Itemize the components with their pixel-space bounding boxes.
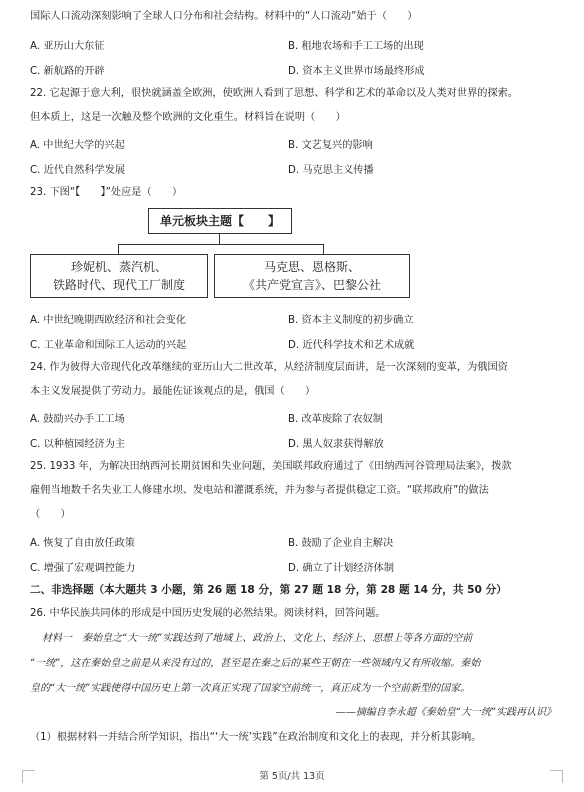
diagram-right-line2: 《共产党宣言》、巴黎公社 [242,278,381,292]
diagram-title: 单元板块主题【 】 [159,214,280,228]
section2-heading: 二、非选择题（本大题共 3 小题，第 26 题 18 分，第 27 题 18 分，第 28 题 14 分，共 50 分） [30,584,507,596]
q25-option-c: C. 增强了宏观调控能力 [30,563,136,574]
q26-material-line1: 材料一 秦始皇之“大一统”实践达到了地域上、政治上、文化上、经济上、思想上等各方面的空前 [42,633,473,644]
diagram-title-box [148,208,292,234]
q24-option-a: A. 鼓励兴办手工工场 [30,414,125,425]
page-number: 第 5页/共 13页 [259,771,325,782]
q26-material-line3: 皇的“大一统”实践使得中国历史上第一次真正实现了国家空前统一，真正成为一个空前新型的国家。 [30,683,471,694]
diagram-right-box [214,254,410,298]
q24-stem-line1: 24. 作为彼得大帝现代化改革继续的亚历山大二世改革，从经济制度层面讲，是一次深刻的变革，为俄国资 [30,362,508,373]
q25-stem-line1: 25. 1933 年，为解决田纳西河长期贫困和失业问题，美国联邦政府通过了《田纳西河谷管理局法案》，拨款 [30,461,512,472]
diagram-connector-stem [219,234,220,244]
diagram-left-line1: 珍妮机、蒸汽机、 [70,260,167,274]
q23-option-a: A. 中世纪晚期西欧经济和社会变化 [30,315,186,326]
q23-option-b: B. 资本主义制度的初步确立 [288,315,414,326]
q26-sub-question-1: （1）根据材料一并结合所学知识，指出“‘大一统’实践”在政治制度和文化上的表现，并分析其影响。 [30,732,482,743]
q22-stem-line2: 但本质上，这是一次触及整个欧洲的文化重生。材料旨在说明（ ） [30,112,346,123]
q25-option-d: D. 确立了计划经济体制 [288,563,395,574]
q21-option-d: D. 资本主义世界市场最终形成 [288,66,425,77]
q22-option-c: C. 近代自然科学发展 [30,165,126,176]
q25-option-b: B. 鼓励了企业自主解决 [288,538,394,549]
q23-stem: 23. 下图“【 】”处应是（ ） [30,187,183,198]
q25-stem-line3: （ ） [30,509,71,520]
q26-material-line2: “一统”，这在秦始皇之前是从来没有过的，甚至是在秦之后的某些王朝在一些领域内又有所收缩。秦始 [30,658,481,669]
q21-option-a: A. 亚历山大东征 [30,41,105,52]
q24-option-d: D. 黑人奴隶获得解放 [288,439,384,450]
q22-option-d: D. 马克思主义传播 [288,165,374,176]
q22-stem-line1: 22. 它起源于意大利，很快就涵盖全欧洲，使欧洲人看到了思想、科学和艺术的革命以及人类对世界的探索。 [30,88,519,99]
q26-stem: 26. 中华民族共同体的形成是中国历史发展的必然结果。阅读材料，回答问题。 [30,608,386,619]
q24-option-b: B. 改革废除了农奴制 [288,414,383,425]
q22-option-b: B. 文艺复兴的影响 [288,140,373,151]
q21-stem: 国际人口流动深刻影响了全球人口分布和社会结构。材料中的“人口流动”始于（ ） [30,11,418,22]
diagram-left-box [30,254,208,298]
q26-material-source: ——摘编自李永超《秦始皇“大一统”实践再认识》 [335,707,556,718]
q23-option-d: D. 近代科学技术和艺术成就 [288,340,415,351]
q24-stem-line2: 本主义发展提供了劳动力。最能佐证该观点的是，俄国（ ） [30,386,316,397]
q25-option-a: A. 恢复了自由放任政策 [30,538,135,549]
q21-option-c: C. 新航路的开辟 [30,66,105,77]
q23-option-c: C. 工业革命和国际工人运动的兴起 [30,340,187,351]
q22-option-a: A. 中世纪大学的兴起 [30,140,125,151]
q24-option-c: C. 以种植园经济为主 [30,439,126,450]
diagram-right-line1: 马克思、恩格斯、 [263,260,360,274]
q21-option-b: B. 租地农场和手工工场的出现 [288,41,424,52]
q25-stem-line2: 雇佣当地数千名失业工人修建水坝、发电站和灌溉系统，并为参与者提供稳定工资。“联邦政府”的做法 [30,485,489,496]
diagram-left-line2: 铁路时代、现代工厂制度 [52,278,185,292]
